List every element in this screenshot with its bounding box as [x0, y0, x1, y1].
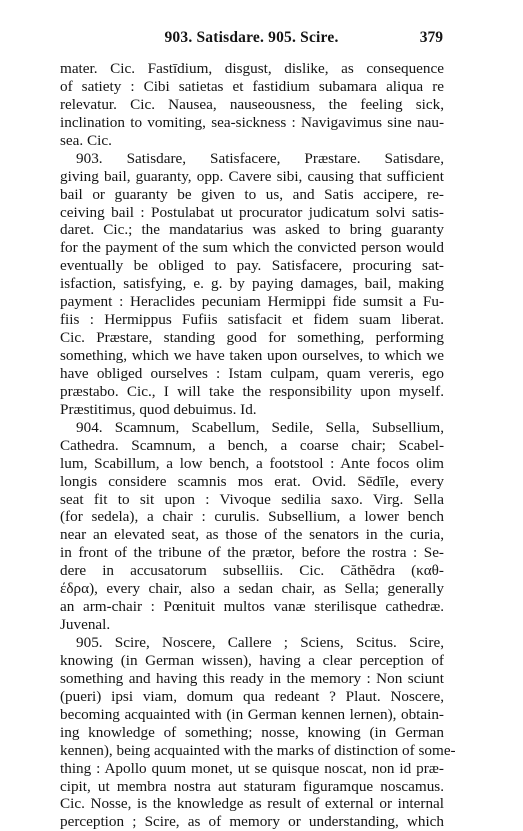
text-line: bail or guaranty be given to us, and Satis accipere, re- — [60, 185, 444, 203]
text-line: (pueri) ipsi viam, domum qua redeant ? Plaut. Noscere, — [60, 687, 444, 705]
text-line: relevatur. Cic. Nausea, nauseousness, the feeling sick, — [60, 95, 444, 113]
running-header — [60, 29, 443, 49]
text-line: daret. Cic.; the mandatarius was asked to bring guaranty — [60, 221, 444, 239]
text-line: Cic. Nosse, is the knowledge as result of external or internal — [60, 795, 444, 813]
text-line: inclination to vomiting, sea-sickness : Navigavimus sine nau- — [60, 113, 444, 131]
text-line: have obliged ourselves : Istam culpam, quam vereris, ego — [60, 364, 444, 382]
text-line: Cathedra. Scamnum, a bench, a coarse chair; Scabel- — [60, 436, 444, 454]
text-line: cipit, ut membra nostra aut staturam figuramque noscamus. — [60, 777, 444, 795]
running-title: 903. Satisdare. 905. Scire. — [164, 29, 339, 46]
text-line: 903. Satisdare, Satisfacere, Præstare. Satisdare, — [76, 149, 444, 167]
text-line: something and having this ready in the memory : Non sciunt — [60, 669, 444, 687]
text-line: becoming acquainted with (in German kennen lernen), obtain- — [60, 705, 444, 723]
text-line: præstabo. Cic., I will take the responsibility upon myself. — [60, 382, 444, 400]
text-line: payment : Heraclides pecuniam Hermippi fide sumsit a Fu- — [60, 293, 444, 311]
text-line: 905. Scire, Noscere, Callere ; Sciens, Scitus. Scire, — [76, 634, 444, 651]
text-line: seat fit to sit upon : Vivoque sedilia saxo. Virg. Sella — [60, 490, 444, 508]
text-line: fiis : Hermippus Fufiis satisfacit et fidem suam liberat. — [60, 311, 444, 329]
text-line: in front of the tribune of the prætor, before the rostra : Se- — [60, 544, 444, 562]
text-line: έδρα), every chair, also a sedan chair, as Sella; generally — [60, 580, 444, 598]
page-number: 379 — [419, 29, 443, 46]
text-line: near an elevated seat, as those of the senators in the curia, — [60, 526, 444, 544]
text-line: knowing (in German wissen), having a clear perception of — [60, 651, 444, 669]
text-line: (for sedela), a chair : curulis. Subsellium, a lower bench — [60, 508, 444, 526]
text-line: Præstitimus, quod debuimus. Id. — [60, 400, 257, 418]
text-line: sea. Cic. — [60, 131, 112, 149]
text-line: an arm-chair : Pœnituit multos vanæ sterilisque cathedræ. — [60, 598, 444, 616]
text-line: lum, Scabillum, a low bench, a footstool : Ante focos olim — [60, 454, 444, 472]
text-line: for the payment of the sum which the convicted person would — [60, 239, 444, 257]
text-line: kennen), being acquainted with the marks of distinction of some- — [60, 741, 456, 759]
text-line: Juvenal. — [60, 616, 111, 634]
text-line: something, which we have taken upon ourselves, to which we — [60, 347, 444, 364]
body-text — [60, 60, 456, 831]
text-line: ing knowledge of something; nosse, knowing (in German — [60, 723, 444, 741]
text-line: dere in accusatorum subselliis. Cic. Căthĕdra (καθ- — [60, 562, 444, 580]
text-line: of satiety : Cibi satietas et fastidium subamara aliqua re — [60, 77, 444, 95]
text-line: isfaction, satisfying, e. g. by paying damages, bail, making — [60, 275, 444, 293]
text-line: ceiving bail : Postulabat ut procurator judicatum solvi satis- — [60, 203, 444, 221]
text-line: mater. Cic. Fastīdium, disgust, dislike, as consequence — [60, 60, 444, 77]
text-line: giving bail, guaranty, opp. Cavere sibi, causing that sufficient — [60, 167, 444, 185]
text-line: perception ; Scire, as of memory or understanding, which — [60, 813, 444, 831]
text-line: eventually be obliged to pay. Satisfacere, procuring sat- — [60, 257, 444, 275]
text-line: longis considere scamnis mos erat. Ovid. Sēdīle, every — [60, 472, 444, 490]
text-line: 904. Scamnum, Scabellum, Sedile, Sella, Subsellium, — [76, 418, 444, 436]
text-line: Cic. Præstare, standing good for something, performing — [60, 329, 444, 347]
text-line: thing : Apollo quum monet, ut se quisque noscat, non id præ- — [60, 759, 444, 777]
